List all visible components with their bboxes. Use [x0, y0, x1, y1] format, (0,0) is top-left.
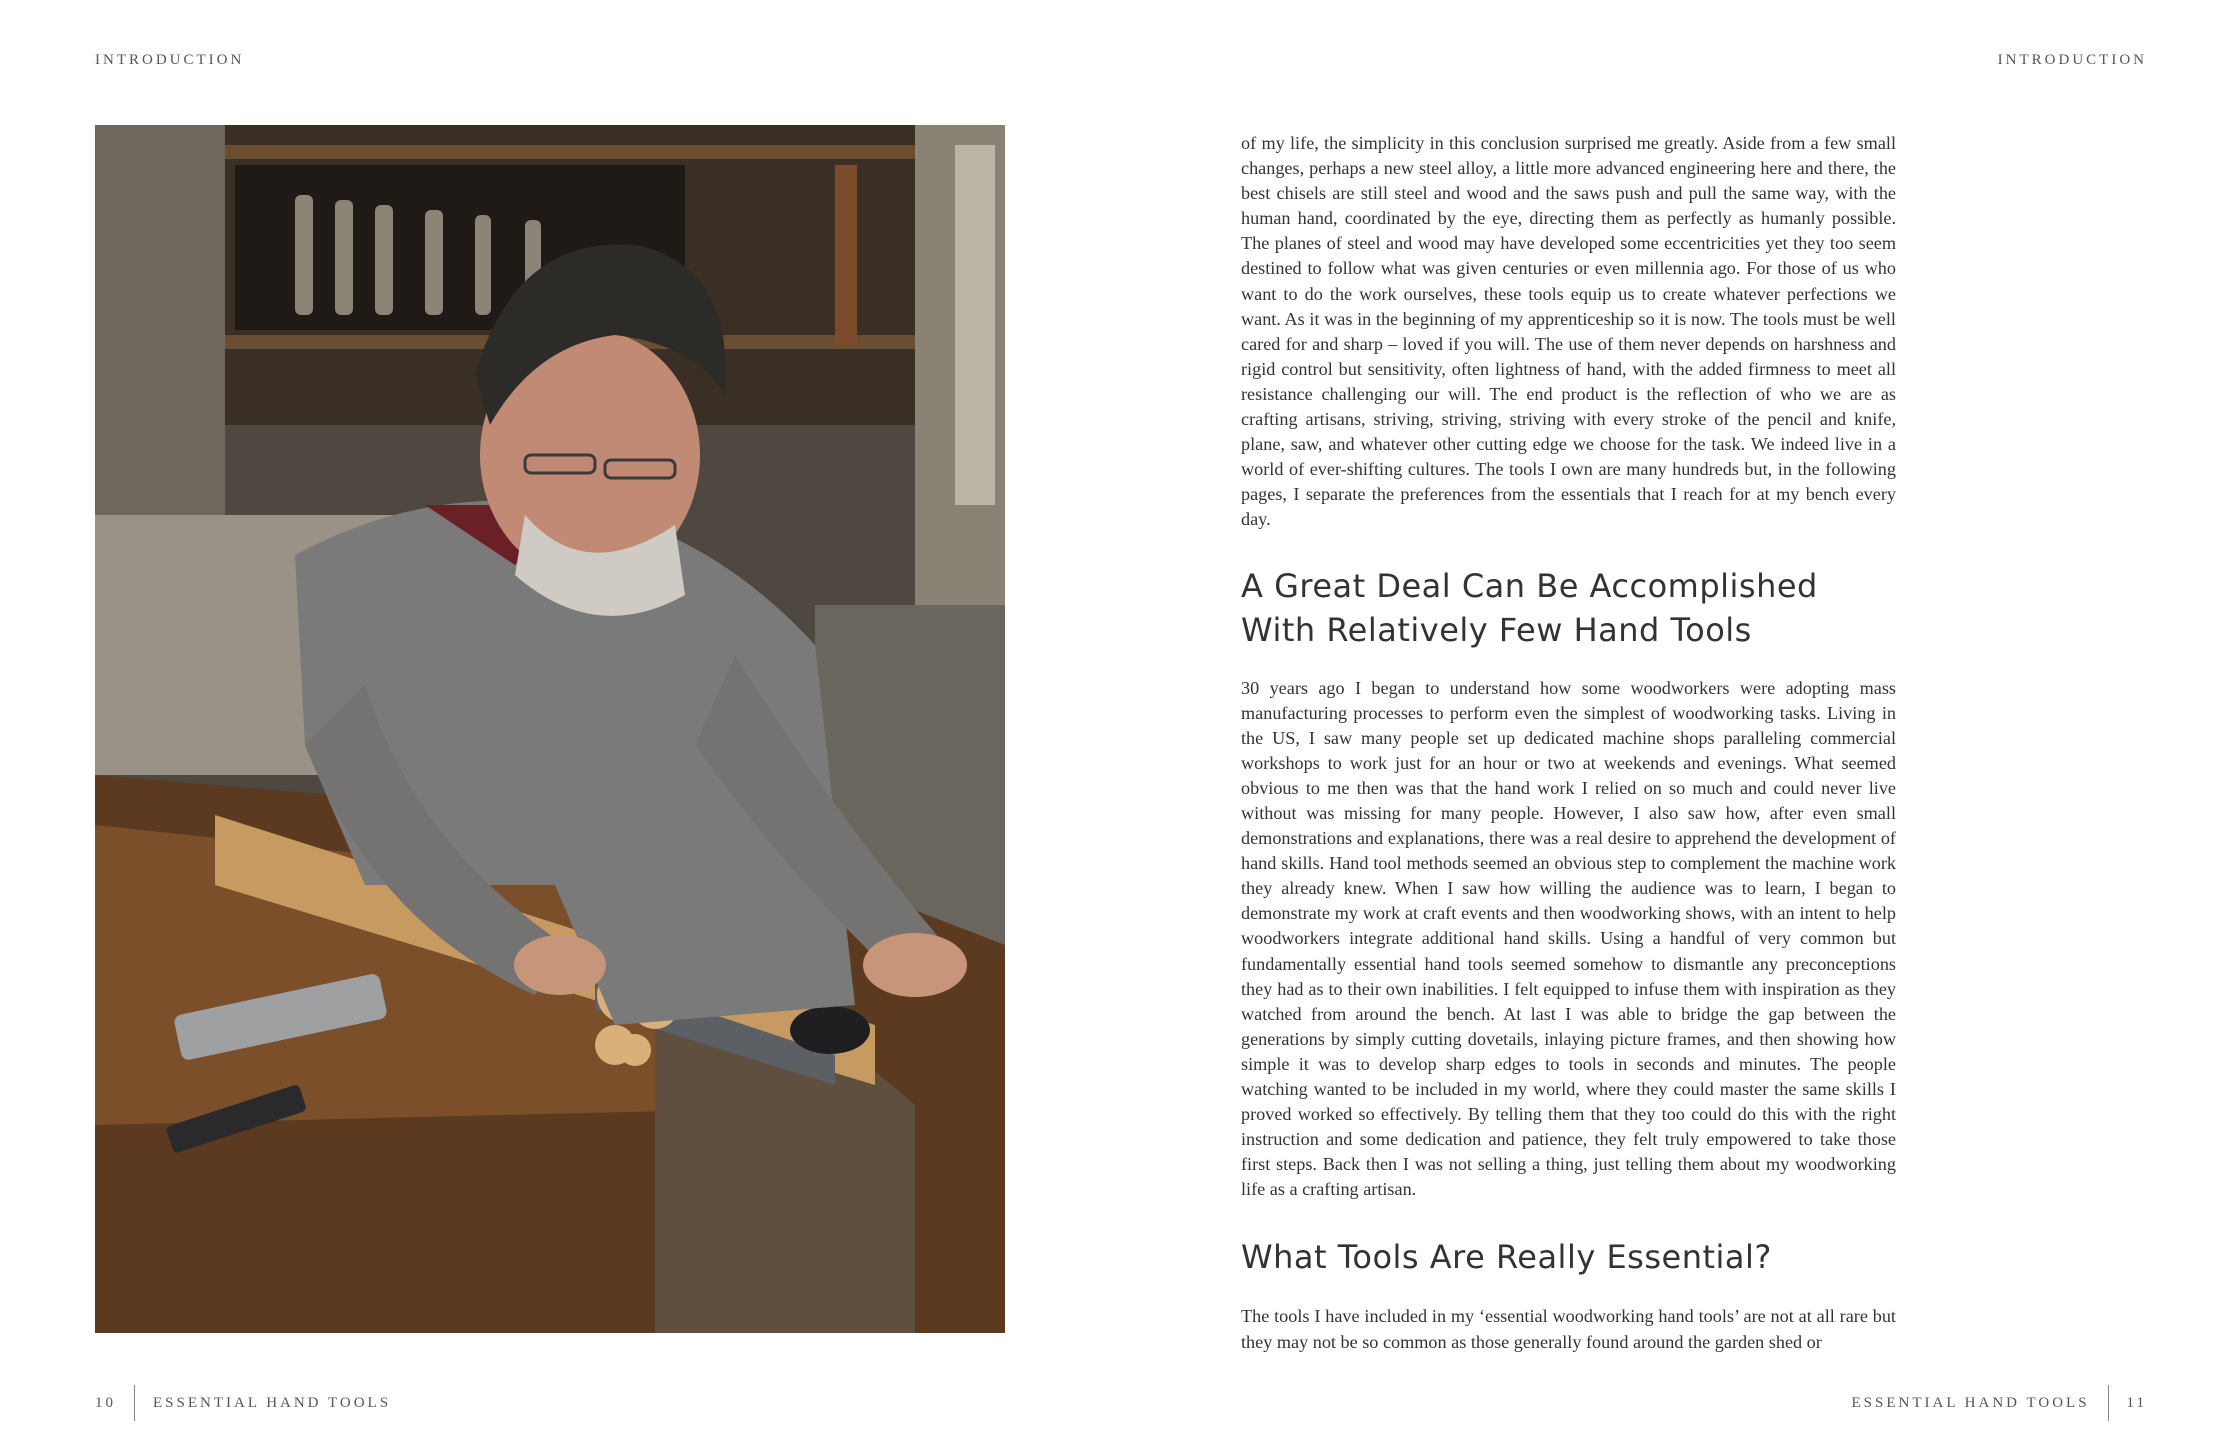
section-heading-2: What Tools Are Really Essential? [1241, 1238, 1772, 1277]
footer-divider-left [134, 1385, 135, 1421]
running-head-right: INTRODUCTION [1997, 52, 2147, 68]
woodworker-photo [95, 125, 1005, 1333]
footer-title-left: ESSENTIAL HAND TOOLS [153, 1394, 392, 1411]
footer-title-right: ESSENTIAL HAND TOOLS [1851, 1394, 2090, 1411]
footer-right [1851, 1385, 2147, 1421]
footer-divider-right [2108, 1385, 2109, 1421]
page-number-right: 11 [2126, 1394, 2147, 1411]
body-paragraph-2: 30 years ago I began to understand how some woodworkers were adopting mass manufacturing processes to perform even the simplest of woodworking tasks. Living in the US, I saw many people set up dedicated machine shops paralleling commercial workshops to work just for an hour or two at weekends and evenings. What seemed obvious to me then was that the hand work I relied on so much and could never live without was missing for many people. However, I also saw how, after even small demonstrations and explanations, there was a real desire to apprehend the development of hand skills. Hand tool methods seemed an obvious step to complement the machine work they already knew. When I saw how willing the audience was to learn, I began to demonstrate my work at craft events and then woodworking shows, with an intent to help woodworkers integrate additional hand skills. Using a handful of very common but fundamentally essential hand tools seemed somehow to dismantle any preconceptions they had as to their own inabilities. I felt equipped to infuse them with inspiration as they watched from around the bench. At last I was able to bridge the gap between the generations by simply cutting dovetails, inlaying picture frames, and then showing how simple it was to develop sharp edges to tools in seconds and minutes. The people watching wanted to be included in my world, where they could master the same skills I proved worked so effectively. By telling them that they too could do this with the right instruction and some dedication and patience, they felt truly empowered to take those first steps. Back then I was not selling a thing, just telling them about my woodworking life as a crafting artisan. [1241, 677, 1896, 1200]
section-heading-1: A Great Deal Can Be Accomplished With Relatively Few Hand Tools [1241, 566, 1818, 649]
body-paragraph-3: The tools I have included in my ‘essential woodworking hand tools’ are not at all rare but they may not be so common as those generally found around the garden shed or [1241, 1306, 1896, 1352]
page-number-left: 10 [95, 1394, 116, 1411]
running-head-left: INTRODUCTION [95, 52, 245, 68]
body-paragraph-1: of my life, the simplicity in this conclusion surprised me greatly. Aside from a few small changes, perhaps a new steel alloy, a little more advanced engineering here and there, the best chisels are still steel and wood and the saws push and pull the same way, with the human hand, coordinated by the eye, directing them as perfectly as humanly possible. The planes of steel and wood may have developed some eccentricities yet they too seem destined to follow what was given centuries or even millennia ago. For those of us who want to do the work ourselves, these tools equip us to create whatever perfections we want. As it was in the beginning of my apprenticeship so it is now. The tools must be well cared for and sharp – loved if you will. The use of them never depends on harshness and rigid control but sensitivity, often lightness of hand, with the added firmness to meet all resistance challenging our will. The end product is the reflection of who we are as crafting artisans, striving, striving, striving with every stroke of the pencil and knife, plane, saw, and whatever other cutting edge we choose for the task. We indeed live in a world of ever-shifting cultures. The tools I own are many hundreds but, in the following pages, I separate the preferences from the essentials that I reach for at my bench every day. [1241, 133, 1896, 530]
footer-left [95, 1385, 391, 1421]
article-body [1241, 131, 1896, 1355]
